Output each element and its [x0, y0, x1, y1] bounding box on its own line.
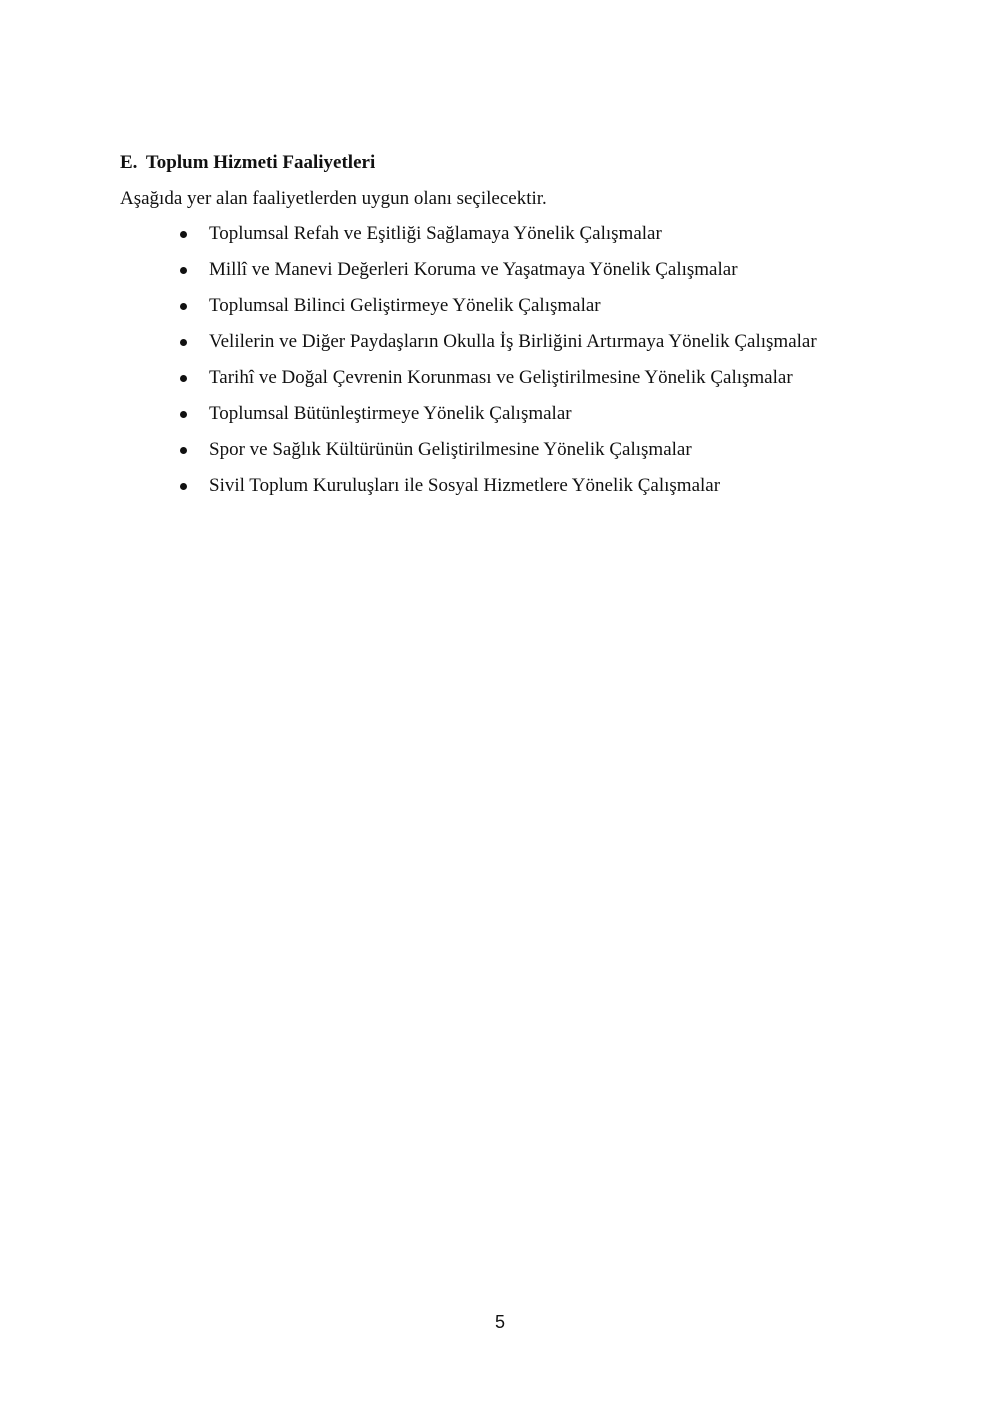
bullet-icon	[180, 447, 187, 454]
activity-text: Tarihî ve Doğal Çevrenin Korunması ve Geliştirilmesine Yönelik Çalışmalar	[209, 367, 793, 388]
activity-item	[180, 257, 900, 293]
bullet-icon	[180, 411, 187, 418]
bullet-icon	[180, 375, 187, 382]
activity-text: Toplumsal Refah ve Eşitliği Sağlamaya Yönelik Çalışmalar	[209, 223, 662, 244]
bullet-icon	[180, 267, 187, 274]
bullet-icon	[180, 231, 187, 238]
activity-item	[180, 401, 900, 437]
activity-text: Toplumsal Bilinci Geliştirmeye Yönelik Çalışmalar	[209, 295, 601, 316]
activity-list	[180, 221, 900, 509]
community-service-section	[120, 150, 900, 496]
bullet-icon	[180, 339, 187, 346]
section-intro: Aşağıda yer alan faaliyetlerden uygun olanı seçilecektir.	[120, 188, 547, 209]
activity-item	[180, 293, 900, 329]
activity-text: Toplumsal Bütünleştirmeye Yönelik Çalışmalar	[209, 403, 572, 424]
activity-item	[180, 437, 900, 473]
activity-item	[180, 329, 900, 365]
activity-item	[180, 221, 900, 257]
section-heading	[120, 150, 900, 176]
activity-text: Spor ve Sağlık Kültürünün Geliştirilmesine Yönelik Çalışmalar	[209, 439, 692, 460]
page-number: 5	[494, 1312, 505, 1332]
section-title: Toplum Hizmeti Faaliyetleri	[145, 152, 376, 173]
activity-text: Millî ve Manevi Değerleri Koruma ve Yaşatmaya Yönelik Çalışmalar	[209, 259, 738, 280]
activity-item	[180, 365, 900, 401]
bullet-icon	[180, 483, 187, 490]
bullet-icon	[180, 303, 187, 310]
activity-text: Velilerin ve Diğer Paydaşların Okulla İş Birliğini Artırmaya Yönelik Çalışmalar	[209, 331, 817, 352]
activity-item	[180, 473, 900, 509]
activity-text: Sivil Toplum Kuruluşları ile Sosyal Hizmetlere Yönelik Çalışmalar	[209, 475, 721, 496]
section-label: E.	[120, 152, 138, 173]
